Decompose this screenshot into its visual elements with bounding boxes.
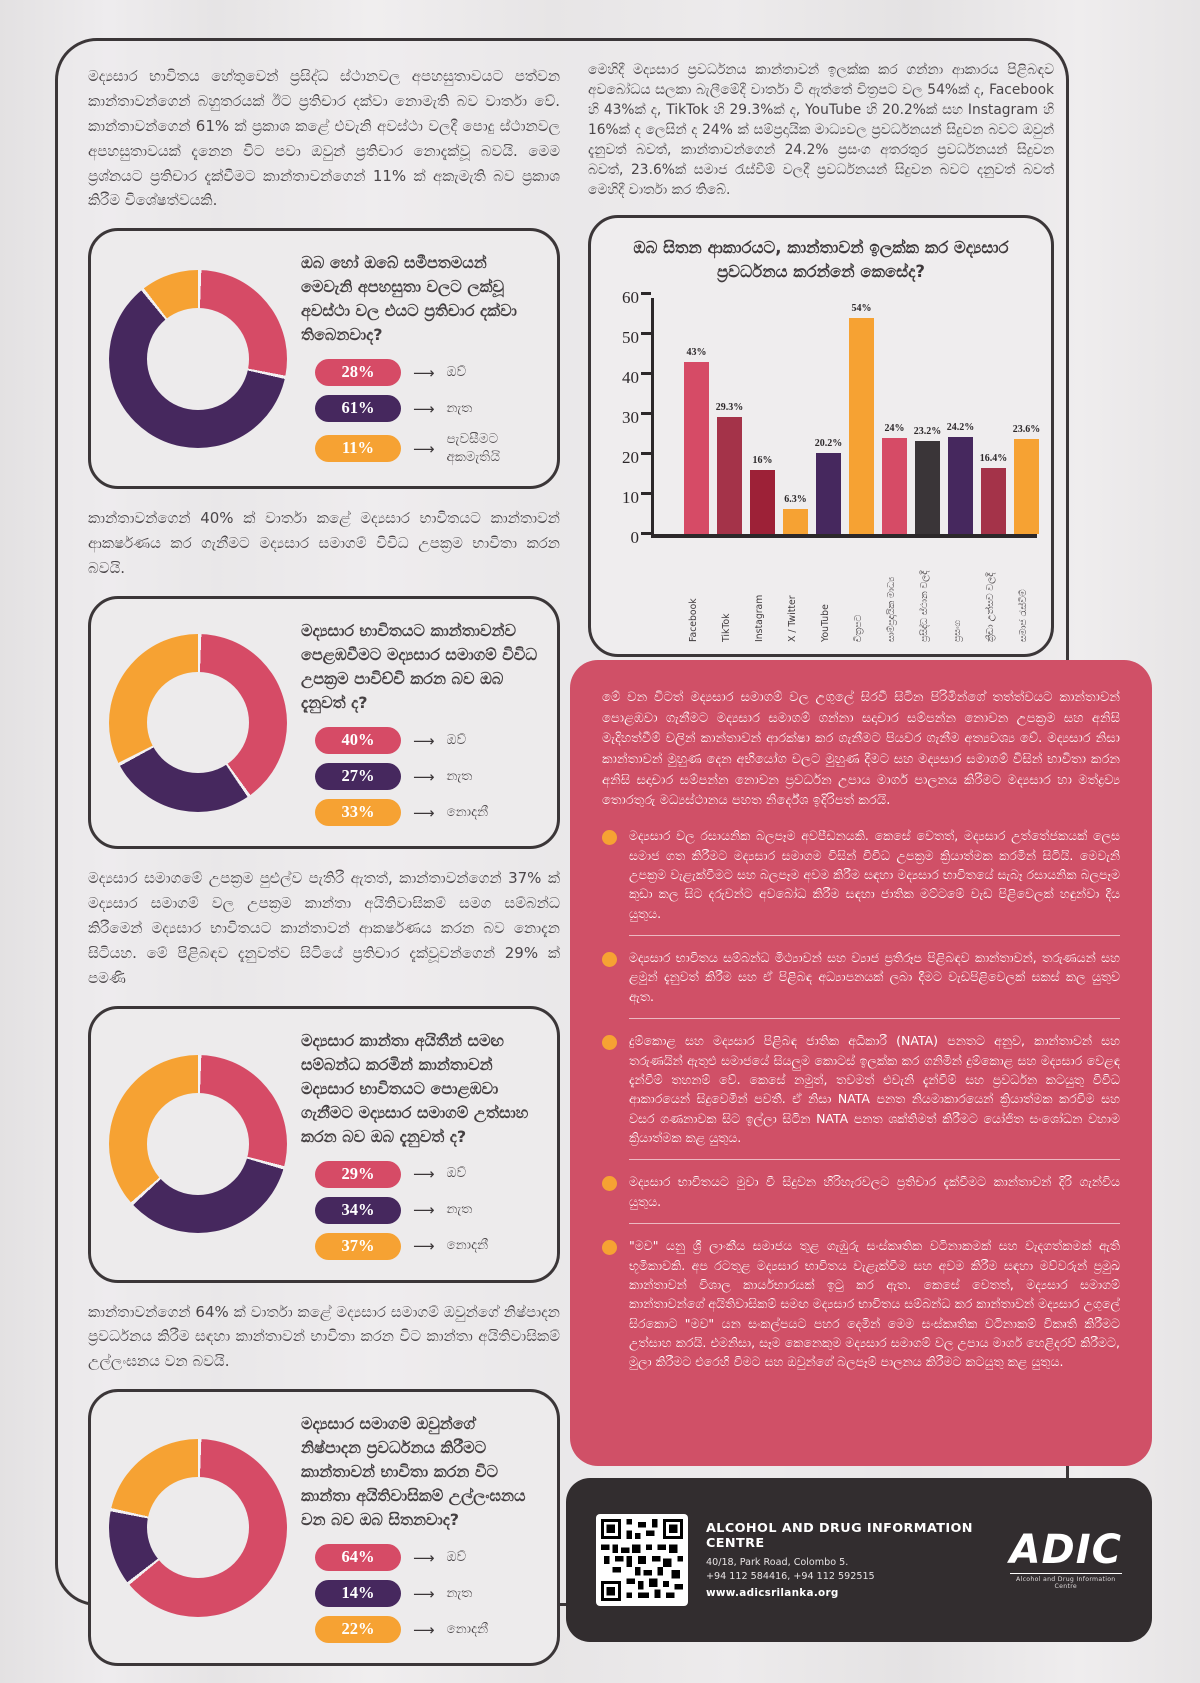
bullet-separator [629,1018,1120,1019]
adic-logo [1009,1527,1122,1590]
bullet-separator [629,935,1120,936]
donut-hole [147,308,248,409]
paragraph-awareness: මද්‍යසාර සමාගමේ උපක්‍රම පුළුල්ව පැතිරී ඇතත්, කාන්තාවන්ගෙන් 37% ක් මද්‍යසාර සමාගම් වල උපක්‍රම කාන්තා අයිතිවාසිකම් සමග සම්බන්ධ කිරීමෙන් මද්‍යසාර භාවිතයට කාන්තාවන් ආකර්ෂණය කරන බව නොදැන සිටියහ. මේ පිළිබඳව දැනුවත්ව සිටියේ ප්‍රතිචාර දැක්වූවන්ගෙන් 29% ක් පමණි [88,869,560,987]
bar-value-label: 16% [752,454,773,466]
legend-item [315,1616,539,1643]
legend-label: නැත [446,1201,473,1218]
legend-item [315,1197,539,1224]
arrow-icon: ⟶ [413,731,435,750]
footer-contact-info [706,1521,992,1599]
survey-card-4 [88,1389,560,1666]
arrow-icon: ⟶ [413,1165,435,1184]
bullet-dot-icon [602,1035,617,1050]
y-tick [641,412,651,415]
legend-label: ඔව් [446,1548,467,1565]
legend-4 [315,1544,539,1643]
arrow-icon: ⟶ [413,1201,435,1220]
x-axis-label: ක්‍රීඩා උත්සව වලදී [984,572,996,642]
bar-group [849,298,874,534]
recommendation-text: මද්‍යසාර භාවිතය සම්බන්ධ මිථ්‍යාවන් සහ ව්‍යාජ ප්‍රතිරූප පිළිබඳව කාන්තාවන්, තරුණයන් සහ ළමුන් දැනුවත් කිරීම සහ ඒ පිළිබඳ අධ්‍යාපනයක් ලබා දීමට වැඩපිළිවෙලක් සකස් කල යුතුව ඇත. [629,950,1120,1004]
arrow-icon: ⟶ [413,363,435,382]
y-tick-label: 0 [630,527,639,547]
y-tick-label: 20 [622,447,639,467]
donut-chart-4 [109,1439,287,1617]
legend-value-pill: 22% [315,1616,401,1643]
recommendations-list [602,826,1120,1372]
survey-card-4-text [301,1412,539,1643]
bar-value-label: 24.2% [946,422,975,434]
legend-value-pill: 64% [315,1544,401,1571]
legend-label: පැවසීමට අකමැතියි [446,431,500,465]
legend-item [315,727,539,754]
legend-label: නැත [446,400,473,417]
x-axis-label: සමාජ රැස්වීම් [1017,589,1029,642]
legend-item [315,395,539,422]
y-tick [641,332,651,335]
legend-value-pill: 37% [315,1233,401,1260]
survey-question-2: මද්‍යසාර භාවිතයට කාන්තාවන්ව පෙළඹවීමට මද්‍යසාර සමාගම් විවිධ උපක්‍රම පාවිච්චි කරන බව ඔබ දැනුවත් ද? [301,621,538,713]
x-axis-label: චිත්‍රපට [852,614,864,642]
arrow-icon: ⟶ [413,1620,435,1639]
bar-value-label: 16.4% [979,453,1008,465]
legend-2 [315,727,539,826]
right-column [588,60,1054,657]
recommendations-box [570,660,1152,1466]
y-tick [641,292,651,295]
bullet-dot-icon [602,830,617,845]
bar-group [816,298,841,534]
legend-3 [315,1161,539,1260]
recommendation-item [602,826,1120,923]
paragraph-company-tactics: කාන්තාවන්ගෙන් 40% ක් වාර්තා කළේ මද්‍යසාර භාවිතයට කාන්තාවන් ආකර්ෂණය කර ගැනීමට මද්‍යසාර සමාගම් විවිධ උපක්‍රම භාවිතා කරන බවයි. [88,509,560,578]
bar-group [684,298,709,534]
bullet-dot-icon [602,1176,617,1191]
bar-X / Twitter [783,509,808,534]
legend-item [315,763,539,790]
bar-chart [605,287,1041,547]
legend-value-pill: 11% [315,435,401,462]
bar-chart-title: ඔබ සිතන ආකාරයට, කාන්තාවන් ඉලක්ක කර මද්‍යසාර ප්‍රවර්ධනය කරන්නේ කෙසේද? [633,238,1009,281]
recommendation-text: මද්‍යසාර භාවිතයට මුවා වී සිදුවන හිරිහැරවලට ප්‍රතිචාර දැක්වීමට කාන්තාවන් දිරි ගැන්විය යුතුය. [629,1174,1120,1209]
org-phones: +94 112 584416, +94 112 592515 [706,1571,875,1582]
bar-group [948,298,973,534]
bar-Facebook [684,362,709,534]
y-tick-label: 60 [622,287,639,307]
bar-value-label: 23.2% [913,426,942,438]
legend-label: ඔව් [446,731,467,748]
arrow-icon: ⟶ [413,767,435,786]
bar-chart-card [588,215,1054,657]
survey-question-4: මද්‍යසාර සමාගම් ඔවුන්ගේ නිෂ්පාදන ප්‍රවර්ධනය කිරීමට කාන්තාවන් භාවිතා කරන විට කාන්තා අයිතිවාසිකම් උල්ලංඝනය වන බව ඔබ සිතනවාද? [301,1414,526,1530]
bar-value-label: 54% [851,302,872,314]
org-name: ALCOHOL AND DRUG INFORMATION CENTRE [706,1521,973,1552]
y-tick-label: 30 [622,407,639,427]
adic-logo-text: ADIC [1009,1527,1122,1573]
bullet-dot-icon [602,1240,617,1255]
x-axis-label: YouTube [819,604,831,642]
x-axis-label: ප්‍රසංග [951,619,963,642]
donut-chart-2 [109,634,287,812]
bar-group [783,298,808,534]
bar-group [750,298,775,534]
legend-value-pill: 14% [315,1580,401,1607]
legend-value-pill: 28% [315,359,401,386]
legend-label: නොදනී [446,1620,489,1637]
y-axis [605,287,643,547]
survey-card-2 [88,596,560,849]
recommendations-intro: මේ වන විටත් මද්‍යසාර සමාගම් වල උගුලේ සිරවී සිටින පිරිමින්ගේ තත්ත්වයට කාන්තාවන් පොළඹවා ගැනීමට මද්‍යසාර සමාගම් ගන්නා සදාචාර සම්පන්න නොවන උපක්‍රම සහ අනිසි මැදිහත්වීම් වලින් කාන්තාවන් ආරක්ෂා කර ගැනීමට පියවර ගැනීම අත්‍යවශ්‍ය වේ. මද්‍යසාර නිසා කාන්තාවන් මුහුණ දෙන අභියෝග වලට මුහුණ දීමට සහ මද්‍යසාර සමාගම් විසින් භාවිතා කරන අනිසි සදාචාර සම්පන්න නොවන ප්‍රවර්ධන උපාය මාර්ග පාලනය කිරීමට මද්‍යසාර හා මත්ද්‍රව්‍ය තොරතුරු මධ්‍යස්ථානය පහත නිර්දේශ ඉදිරිපත් කරයි. [602,690,1120,809]
y-tick [641,492,651,495]
y-tick-label: 50 [622,327,639,347]
bar-ක්‍රීඩා උත්සව වලදී [981,468,1006,534]
bar-Instagram [750,470,775,534]
bar-value-label: 6.3% [784,493,807,505]
paragraph-promotion-channels: මෙහිදී මද්‍යසාර ප්‍රවර්ධනය කාන්තාවන් ඉලක්ක කර ගන්නා ආකාරය පිළිබඳව අවබෝධය සලකා බැලීමේදී වාර්තා වී ඇත්තේ චිත්‍රපට වල 54%ක් ද, Facebook හි 43%ක් ද, TikTok හි 29.3%ක් ද, YouTube හි 20.2%ක් සහ Instagram හි 16%ක් ද ලෙසින් ද 24% ක් සම්ප්‍රදායික මාධ්‍යවල ප්‍රවර්ධනයන් සිදුවන බවට ඔවුන් දැනුවත් බවත්, කාන්තාවන්ගෙන් 24.2% ප්‍රසංග අතරතුර ප්‍රවර්ධනයන් සිදුවන බවත්, 23.6%ක් සමාජ රැස්වීම් වලදී ප්‍රවර්ධනයන් සිදුවන බවට දනුවත් බවත් මෙහිදී වාර්තා කර තිබේ. [588,62,1054,198]
x-axis-labels [651,548,1037,644]
legend-item [315,359,539,386]
legend-label: ඔව් [446,1165,467,1182]
bar-value-label: 29.3% [715,401,744,413]
legend-item [315,1161,539,1188]
left-column [88,64,560,1683]
bullet-separator [629,1159,1120,1160]
x-axis-label: Instagram [753,594,765,642]
legend-1 [315,359,539,466]
arrow-icon: ⟶ [413,1237,435,1256]
bar-ප්‍රසිද්ධ ස්ථාන වලදී [915,441,940,534]
bar-value-label: 20.2% [814,438,843,450]
arrow-icon: ⟶ [413,1548,435,1567]
legend-value-pill: 34% [315,1197,401,1224]
recommendation-item [602,1236,1120,1372]
arrow-icon: ⟶ [413,439,435,458]
bar-සාම්ප්‍රදායික මාධ්‍ය [882,438,907,534]
x-axis-label: Facebook [687,598,699,642]
survey-card-1 [88,228,560,489]
paragraph-rights-violation: කාන්තාවන්ගෙන් 64% ක් වාර්තා කළේ මද්‍යසාර සමාගම් ඔවුන්ගේ නිෂ්පාදන ප්‍රවර්ධනය කිරීම සඳහා කාන්තාවන් භාවිතා කරන විට කාන්තා අයිතිවාසිකම් උල්ලංඝනය වන බවයි. [88,1302,560,1371]
bar-YouTube [816,453,841,534]
legend-item [315,799,539,826]
bar-group [1014,298,1039,534]
legend-value-pill: 33% [315,799,401,826]
plot-area [651,298,1041,538]
x-axis-label: TikTok [720,613,732,642]
legend-item [315,431,539,466]
legend-value-pill: 29% [315,1161,401,1188]
bar-value-label: 23.6% [1012,424,1041,436]
survey-card-2-text [301,619,539,826]
legend-value-pill: 61% [315,395,401,422]
survey-card-3 [88,1006,560,1283]
donut-chart-1 [109,270,287,448]
legend-item [315,1544,539,1571]
bullet-dot-icon [602,952,617,967]
y-tick-label: 40 [622,367,639,387]
legend-label: නැත [446,1584,473,1601]
y-tick [641,452,651,455]
recommendation-text: "මව" යනු ශ්‍රී ලාංකීය සමාජය තුළ ගැඹුරු සංස්කෘතික වටිනාකමක් සහ වැදගත්කමක් ඇති භූමිකාවකි. අප රටතුළ මද්‍යසාර භාවිතය වැළැක්වීම සහ අවම කිරීම සඳහා මව්වරුන් ප්‍රමුඛ කාන්තාවන් විශාල කාර්යභාරයක් ඉටු කර ඇත. කෙසේ වෙතත්, මද්‍යසාර සමාගම් කාන්තාවන්ගේ අයිතිවාසිකම් සමඟ මද්‍යසාර භාවිතය සම්බන්ධ කර කාන්තාවන් මද්‍යසාර උගුලේ සිරකොට "මව" යන සංකල්පයට පහර දෙමින් මෙම සංස්කෘතික වටිනාකම් විකෘති කිරීමට උත්සාහ කරයි. එමනිසා, සෑම කෙනෙකුම මද්‍යසාර සමාගම් වල උපාය මාර්ග හෙළිදරව් කිරීමට, මුලා කිරීමට එරෙහි වීමට සහ ඔවුන්ගේ බලපෑම් පාලනය කිරීමට කටයුතු කළ යුතුය. [629,1238,1120,1370]
legend-item [315,1580,539,1607]
x-axis-label: සාම්ප්‍රදායික මාධ්‍ය [885,576,897,642]
survey-card-3-text [301,1029,539,1260]
bar-චිත්‍රපට [849,318,874,534]
adic-logo-subtext: Alcohol and Drug Information Centre [1010,1573,1122,1590]
y-tick [641,372,651,375]
survey-card-1-text [301,251,539,466]
recommendation-item [602,948,1120,1006]
x-axis-label: ප්‍රසිද්ධ ස්ථාන වලදී [918,570,930,642]
recommendation-item [602,1172,1120,1211]
bar-සමාජ රැස්වීම් [1014,439,1039,533]
bar-group [882,298,907,534]
bar-group [915,298,940,534]
qr-code [596,1514,688,1606]
bar-value-label: 43% [686,346,707,358]
org-address: 40/18, Park Road, Colombo 5. [706,1557,849,1569]
donut-hole [147,672,248,773]
donut-chart-3 [109,1055,287,1233]
legend-label: නොදනී [446,803,489,820]
bar-group [981,298,1006,534]
legend-item [315,1233,539,1260]
legend-value-pill: 40% [315,727,401,754]
bar-group [717,298,742,534]
arrow-icon: ⟶ [413,803,435,822]
paragraph-public-discomfort: මද්‍යසාර භාවිතය හේතුවෙන් ප්‍රසිද්ධ ස්ථානවල අපහසුතාවයට පත්වන කාන්තාවන්ගෙන් බහුතරයක් ඊට ප්‍රතිචාර දක්වා නොමැති බව වාර්තා වේ. කාන්තාවන්ගෙන් 61% ක් ප්‍රකාශ කළේ එවැනි අවස්ථා වලදී පොදු ස්ථානවල අපහසුතාවයක් දැනෙන විට පවා ඔවුන් ප්‍රතිචාර නොදැක්වූ බවයි. මෙම ප්‍රශ්නයට ප්‍රතිචාර දැක්වීමට කාන්තාවන්ගෙන් 11% ක් අකැමැති බව ප්‍රකාශ කිරීම විශේෂත්වයකි. [88,67,560,210]
y-tick [641,532,651,535]
y-tick-label: 10 [622,487,639,507]
arrow-icon: ⟶ [413,399,435,418]
legend-label: ඔව් [446,364,467,381]
footer [566,1478,1152,1642]
recommendation-item [602,1031,1120,1147]
x-axis-label: X / Twitter [786,595,798,642]
org-website[interactable]: www.adicsrilanka.org [706,1586,839,1599]
bar-value-label: 24% [884,422,905,434]
legend-label: නොදනී [446,1237,489,1254]
donut-hole [147,1093,248,1194]
donut-hole [147,1477,248,1578]
recommendation-text: දුම්කොළ සහ මද්‍යසාර පිළිබඳ ජාතික අධිකාරී (NATA) පනතට අනුව, කාන්තාවන් සහ තරුණයින් ඇතුළු සමාජයේ සියලුම කොටස් ඉලක්ක කර ගනිමින් දුම්කොළ සහ මද්‍යසාර වෙළඳ දැන්වීම් තහනම් වේ. කෙසේ නමුත්, තවමත් එවැනි දැන්වීම් සහ ප්‍රවර්ධන කටයුතු විවිධ ආකාරයෙන් සිදුවෙමින් පවතී. ඒ නිසා NATA පනත නියමාකාරයෙන් ක්‍රියාත්මක කරවීම සහ වසර ගණනාවක සිට ඉල්ලා සිටින NATA පනත ශක්තිමත් කිරීමට යෝජිත සංශෝධන වහාම ක්‍රියාත්මක කළ යුතුය. [629,1033,1120,1145]
arrow-icon: ⟶ [413,1584,435,1603]
legend-label: නැත [446,767,473,784]
bar-ප්‍රසංග [948,437,973,534]
bar-TikTok [717,417,742,534]
legend-value-pill: 27% [315,763,401,790]
bullet-separator [629,1223,1120,1224]
survey-question-1: ඔබ හෝ ඔබේ සමීපතමයන් මෙවැනි අපහසුතා වලට ලක්වූ අවස්ථා වල එයට ප්‍රතිචාර දක්වා තිබෙනවාද? [301,253,517,345]
survey-question-3: මද්‍යසාර කාන්තා අයිතීන් සමඟ සම්බන්ධ කරමින් කාන්තාවන් මද්‍යසාර භාවිතයට පොළඹවා ගැනීමට මද්‍යසාර සමාගම් උත්සාහ කරන බව ඔබ දැනුවත් ද? [301,1030,529,1146]
recommendation-text: මද්‍යසාර වල රසායනික බලපෑම අවපීඩනයකි. කෙසේ වෙතත්, මද්‍යසාර උත්තේජකයක් ලෙස සමාජ ගත කිරීමට මද්‍යසාර සමාගම විසින් විවිධ උපක්‍රම ක්‍රියාත්මක කරමින් සිටියි. මෙවැනි උපක්‍රම වැළැක්වීමට සහ බලපෑම අවම කිරීම සඳහා මද්‍යසාර භාවිතයේ සැබෑ රසායනික බලපෑම කුඩා කල සිට දරුවන්ට අවබෝධ කිරීම සඳහා ජාතික මට්ටමේ වැඩ පිළිවෙලක් හඳුන්වා දිය යුතුය. [629,828,1120,921]
